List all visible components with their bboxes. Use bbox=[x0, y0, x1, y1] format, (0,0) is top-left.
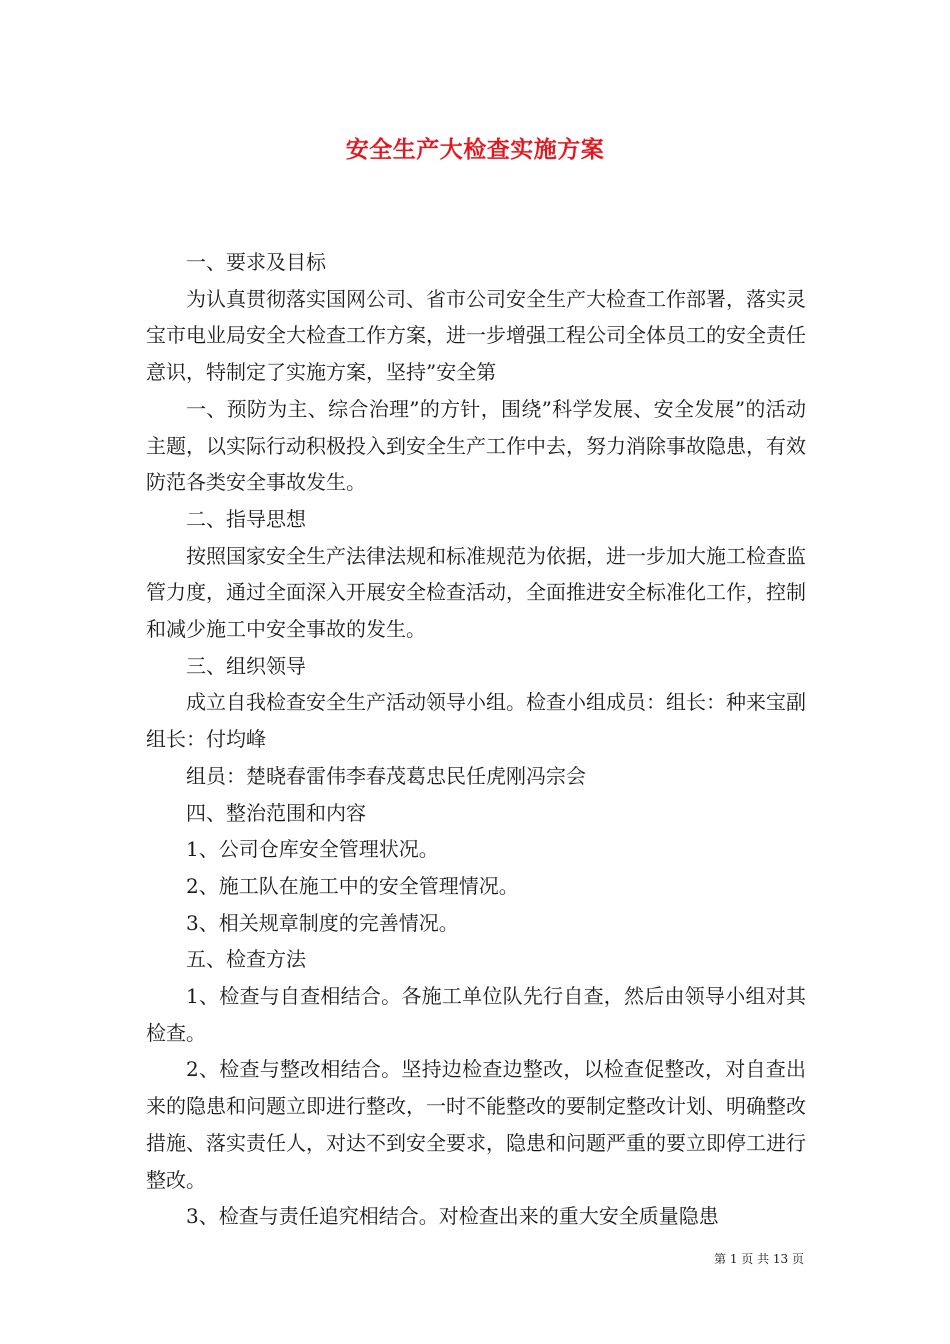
list-item: 1、公司仓库安全管理状况。 bbox=[186, 837, 439, 862]
page-number-footer: 第 1 页 共 13 页 bbox=[714, 1252, 804, 1266]
list-item: 1、检查与自查相结合。各施工单位队先行自查，然后由领导小组对其检查。 bbox=[146, 984, 806, 1045]
section-heading: 四、整治范围和内容 bbox=[186, 800, 366, 825]
section-heading: 一、要求及目标 bbox=[186, 250, 326, 274]
section-heading: 三、组织领导 bbox=[186, 653, 306, 678]
paragraph: 成立自我检查安全生产活动领导小组。检查小组成员：组长：种来宝副组长：付均峰 bbox=[146, 690, 806, 752]
document-body bbox=[146, 244, 806, 1235]
paragraph: 按照国家安全生产法律法规和标准规范为依据，进一步加大施工检查监管力度，通过全面深入开展安全检查活动，全面推进安全标准化工作，控制和减少施工中安全事故的发生。 bbox=[146, 543, 806, 642]
paragraph: 为认真贯彻落实国网公司、省市公司安全生产大检查工作部署，落实灵宝市电业局安全大检查工作方案，进一步增强工程公司全体员工的安全责任意识，特制定了实施方案，坚持”安全第 bbox=[146, 286, 806, 385]
list-item: 2、施工队在施工中的安全管理情况。 bbox=[186, 873, 519, 898]
list-item: 2、检查与整改相结合。坚持边检查边整改，以检查促整改，对自查出来的隐患和问题立即进行整改，一时不能整改的要制定整改计划、明确整改措施、落实责任人，对达不到安全要求，隐患和问题严重的要立即停工进行整改。 bbox=[146, 1057, 806, 1192]
paragraph: 组员：楚晓春雷伟李春茂葛忠民任虎刚冯宗会 bbox=[186, 763, 586, 788]
list-item: 3、相关规章制度的完善情况。 bbox=[186, 910, 459, 935]
section-heading: 二、指导思想 bbox=[186, 506, 306, 531]
paragraph: 一、预防为主、综合治理”的方针，围绕”科学发展、安全发展”的活动主题，以实际行动积极投入到安全生产工作中去，努力消除事故隐患，有效防范各类安全事故发生。 bbox=[146, 396, 806, 495]
section-heading: 五、检查方法 bbox=[186, 947, 306, 972]
list-item: 3、检查与责任追究相结合。对检查出来的重大安全质量隐患 bbox=[186, 1204, 719, 1229]
document-title: 安全生产大检查实施方案 bbox=[345, 136, 605, 163]
